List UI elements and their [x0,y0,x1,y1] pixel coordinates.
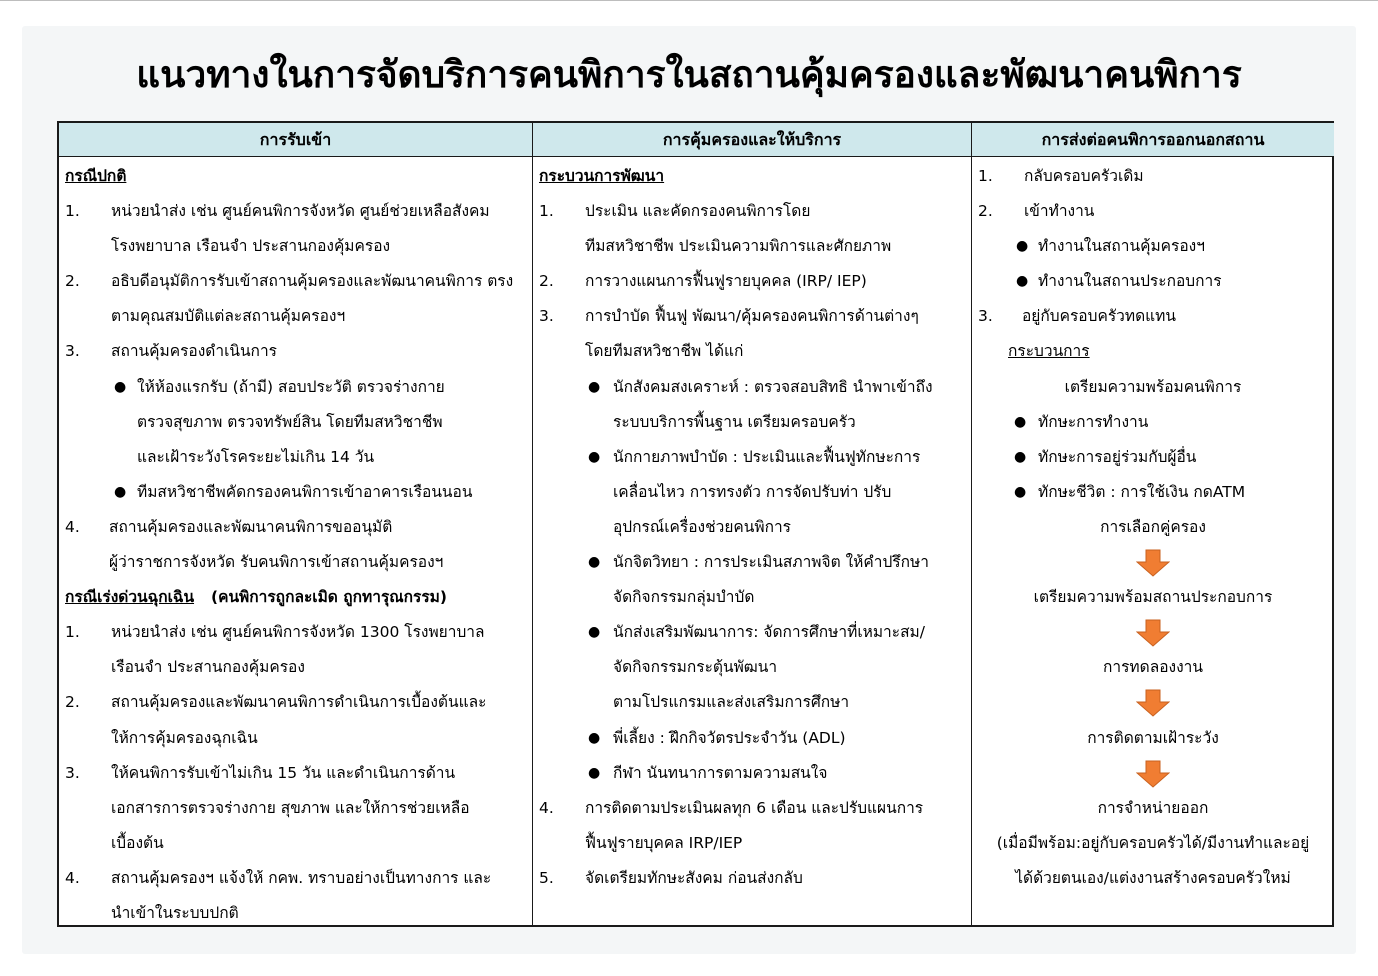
care-item-line [533,194,971,229]
care-item-line [533,861,971,896]
emergency-item-line [59,756,532,791]
admission-column [59,123,533,925]
emergency-item-text: นำเข้าในระบบปกติ [111,903,239,922]
admission-bullet-line [59,475,532,510]
emergency-case-note: (คนพิการถูกละเมิด ถูกทารุณกรรม) [211,588,447,607]
referral-item-line [972,299,1334,334]
care-bullet-text: อุปกรณ์เครื่องช่วยคนพิการ [613,517,792,536]
care-bullet-text: นักสังคมสงเคราะห์ : ตรวจสอบสิทธิ นำพาเข้าถึง [613,377,933,396]
flow-step-line [972,650,1334,685]
bullet-icon: ● [114,378,127,395]
emergency-item-text: สถานคุ้มครองฯ แจ้งให้ กคพ. ทราบอย่างเป็นทางการ และ [111,868,492,887]
admission-body [59,157,532,931]
care-bullet-line [533,685,971,720]
admission-item-line [59,264,532,299]
emergency-item-text: เอกสารการตรวจร่างกาย สุขภาพ และให้การช่วยเหลือ [111,798,470,817]
skill-bullet-text: ทักษะชีวิต : การใช้เงิน กดATM [1038,482,1246,501]
flow-arrow [972,756,1334,791]
spouse-selection: การเลือกคู่ครอง [1100,517,1206,536]
referral-body [972,157,1334,896]
prepare-disabled-line [972,370,1334,405]
care-body [533,157,971,896]
care-bullet-line [533,721,971,756]
flow-step: การจำหน่ายออก [1097,798,1209,817]
care-item-text: การบำบัด ฟื้นฟู พัฒนา/คุ้มครองคนพิการด้านต่างๆ [585,307,919,326]
care-bullet-text: พี่เลี้ยง : ฝึกกิจวัตรประจำวัน (ADL) [613,728,846,747]
bullet-icon: ● [1016,273,1029,290]
admission-item-number: 3. [65,342,80,361]
bullet-icon: ● [588,448,601,465]
care-bullet-line [533,405,971,440]
care-item-text: ทีมสหวิชาชีพ ประเมินความพิการและศักยภาพ [585,237,892,256]
care-item-number: 1. [539,202,554,221]
work-bullet-text: ทำงานในสถานคุ้มครองฯ [1038,237,1205,256]
referral-item-text: เข้าทำงาน [1024,202,1095,221]
referral-item-text: กลับครอบครัวเดิม [1024,167,1144,185]
emergency-item-line [59,826,532,861]
care-item-line [533,264,971,299]
bullet-icon: ● [588,764,601,781]
emergency-item-line [59,650,532,685]
care-item-line [533,299,971,334]
care-item-text: ประเมิน และคัดกรองคนพิการโดย [585,202,811,221]
work-bullet-line [972,264,1334,299]
care-item-text: การติดตามประเมินผลทุก 6 เดือน และปรับแผนการ [585,798,924,817]
bullet-icon: ● [588,729,601,746]
referral-column [972,123,1334,925]
skill-bullet-line [972,405,1334,440]
service-table [57,121,1334,927]
spouse-selection-line [972,510,1334,545]
bullet-icon: ● [1014,448,1027,465]
admission-item-text: อธิบดีอนุมัติการรับเข้าสถานคุ้มครองและพัฒนาคนพิการ ตรง [111,272,514,291]
normal-heading-line [59,159,532,194]
care-bullet-line [533,545,971,580]
admission-item-text: สถานคุ้มครองดำเนินการ [111,342,277,361]
care-item-line [533,791,971,826]
emergency-item-text: หน่วยนำส่ง เช่น ศูนย์คนพิการจังหวัด 1300 โรงพยาบาล [111,623,485,642]
care-column [533,123,972,925]
admission-header: การรับเข้า [59,123,532,157]
normal-case-heading: กรณีปกติ [65,167,127,185]
care-bullet-text: ตามโปรแกรมและส่งเสริมการศึกษา [613,693,850,712]
arrow-down-icon [1136,760,1170,788]
emergency-item-number: 1. [65,623,80,642]
admission-item-number: 4. [65,517,80,536]
emergency-item-line [59,791,532,826]
arrow-down-icon [1136,689,1170,717]
process-heading: กระบวนการ [1008,342,1090,361]
admission-item-number: 1. [65,202,80,221]
care-bullet-line [533,475,971,510]
care-bullet-text: กีฬา นันทนาการตามความสนใจ [613,763,828,782]
care-bullet-line [533,756,971,791]
admission-bullet-text: ทีมสหวิชาชีพคัดกรองคนพิการเข้าอาคารเรือนนอน [137,482,473,501]
care-header: การคุ้มครองและให้บริการ [533,123,971,157]
admission-item-line [59,229,532,264]
care-item-text: การวางแผนการฟื้นฟูรายบุคคล (IRP/ IEP) [585,272,867,291]
work-bullet-line [972,229,1334,264]
care-item-line [533,826,971,861]
flow-arrow [972,615,1334,650]
work-bullet-text: ทำงานในสถานประกอบการ [1038,272,1222,291]
discharge-note: (เมื่อมีพร้อม:อยู่กับครอบครัวได้/มีงานทำและอยู่ [996,833,1310,852]
emergency-item-number: 2. [65,693,80,712]
bullet-icon: ● [588,624,601,641]
admission-item-line [59,334,532,369]
bullet-icon: ● [1016,238,1029,255]
emergency-item-text: เบื้องต้น [111,833,164,852]
referral-item-text: อยู่กับครอบครัวทดแทน [1022,307,1176,326]
skill-bullet-text: ทักษะการอยู่ร่วมกับผู้อื่น [1038,447,1197,466]
emergency-item-number: 4. [65,868,80,887]
emergency-heading-line [59,580,532,615]
admission-item-line [59,545,532,580]
referral-item-number: 2. [978,202,993,221]
page-title: แนวทางในการจัดบริการคนพิการในสถานคุ้มครองและพัฒนาคนพิการ [136,53,1242,96]
referral-item-line [972,159,1334,194]
arrow-down-icon [1136,619,1170,647]
discharge-note: ได้ด้วยตนเอง/แต่งงานสร้างครอบครัวใหม่ [1015,868,1291,887]
admission-bullet-text: ตรวจสุขภาพ ตรวจทรัพย์สิน โดยทีมสหวิชาชีพ [137,412,443,431]
emergency-item-line [59,685,532,720]
care-item-number: 4. [539,798,554,817]
admission-bullet-text: ให้ห้องแรกรับ (ถ้ามี) สอบประวัติ ตรวจร่างกาย [137,377,445,396]
skill-bullet-line [972,475,1334,510]
admission-item-line [59,510,532,545]
care-bullet-text: นักส่งเสริมพัฒนาการ: จัดการศึกษาที่เหมาะสม/ [613,623,925,642]
process-heading-line [972,334,1334,369]
admission-item-text: ตามคุณสมบัติแต่ละสถานคุ้มครองฯ [111,307,346,326]
care-bullet-text: เคลื่อนไหว การทรงตัว การจัดปรับท่า ปรับ [613,482,892,501]
emergency-item-text: เรือนจำ ประสานกองคุ้มครอง [111,658,305,677]
flow-step-line [972,791,1334,826]
arrow-down-icon [1136,549,1170,577]
bullet-icon: ● [588,554,601,571]
care-bullet-line [533,650,971,685]
bullet-icon: ● [588,378,601,395]
admission-item-line [59,299,532,334]
emergency-item-text: ให้คนพิการรับเข้าไม่เกิน 15 วัน และดำเนินการด้าน [111,763,456,782]
bullet-icon: ● [114,483,127,500]
emergency-item-number: 3. [65,763,80,782]
care-item-number: 5. [539,868,554,887]
admission-bullet-text: และเฝ้าระวังโรคระยะไม่เกิน 14 วัน [137,447,375,466]
emergency-item-line [59,861,532,896]
care-item-line [533,334,971,369]
care-bullet-text: นักจิตวิทยา : การประเมินสภาพจิต ให้คำปรึกษา [613,553,929,572]
flow-arrow [972,545,1334,580]
admission-bullet-line [59,440,532,475]
admission-item-line [59,194,532,229]
care-bullet-line [533,440,971,475]
care-bullet-text: ระบบบริการพื้นฐาน เตรียมครอบครัว [613,412,856,431]
care-item-text: ฟื้นฟูรายบุคคล IRP/IEP [585,833,743,852]
referral-item-number: 3. [978,307,993,326]
admission-item-text: โรงพยาบาล เรือนจำ ประสานกองคุ้มครอง [111,237,391,256]
care-item-line [533,229,971,264]
emergency-item-text: ให้การคุ้มครองฉุกเฉิน [111,728,258,747]
discharge-note-line [972,861,1334,896]
flow-arrow [972,685,1334,720]
skill-bullet-text: ทักษะการทำงาน [1038,412,1149,431]
admission-bullet-line [59,370,532,405]
admission-item-text: สถานคุ้มครองและพัฒนาคนพิการขออนุมัติ [109,517,393,536]
care-item-text: โดยทีมสหวิชาชีพ ได้แก่ [585,342,744,361]
care-bullet-text: จัดกิจกรรมกลุ่มบำบัด [613,588,755,607]
admission-bullet-line [59,405,532,440]
care-item-number: 3. [539,307,554,326]
discharge-note-line [972,826,1334,861]
skill-bullet-line [972,440,1334,475]
admission-item-text: ผู้ว่าราชการจังหวัด รับคนพิการเข้าสถานคุ้มครองฯ [109,553,444,572]
admission-item-text: หน่วยนำส่ง เช่น ศูนย์คนพิการจังหวัด ศูนย์ช่วยเหลือสังคม [111,202,490,221]
referral-item-number: 1. [978,167,993,185]
care-bullet-text: นักกายภาพบำบัด : ประเมินและฟื้นฟูทักษะการ [613,447,921,466]
flow-step: การติดตามเฝ้าระวัง [1087,728,1219,747]
emergency-case-heading: กรณีเร่งด่วนฉุกเฉิน [65,588,195,607]
care-bullet-line [533,615,971,650]
flow-step-line [972,721,1334,756]
prepare-disabled: เตรียมความพร้อมคนพิการ [1064,377,1242,396]
bullet-icon: ● [1014,413,1027,430]
referral-item-line [972,194,1334,229]
emergency-item-text: สถานคุ้มครองและพัฒนาคนพิการดำเนินการเบื้องต้นและ [111,693,487,712]
emergency-item-line [59,896,532,931]
top-rule [0,0,1378,1]
care-bullet-line [533,580,971,615]
flow-step: การทดลองงาน [1103,658,1203,677]
care-bullet-text: จัดกิจกรรมกระตุ้นพัฒนา [613,658,778,677]
care-bullet-line [533,510,971,545]
emergency-item-line [59,721,532,756]
flow-step: เตรียมความพร้อมสถานประกอบการ [1033,588,1273,607]
flow-step-line [972,580,1334,615]
care-item-text: จัดเตรียมทักษะสังคม ก่อนส่งกลับ [585,868,803,887]
development-process-heading: กระบวนการพัฒนา [539,167,665,185]
admission-item-number: 2. [65,272,80,291]
referral-header: การส่งต่อคนพิการออกนอกสถาน [972,123,1334,157]
care-bullet-line [533,370,971,405]
care-heading-line [533,159,971,194]
care-item-number: 2. [539,272,554,291]
emergency-item-line [59,615,532,650]
bullet-icon: ● [1014,483,1027,500]
